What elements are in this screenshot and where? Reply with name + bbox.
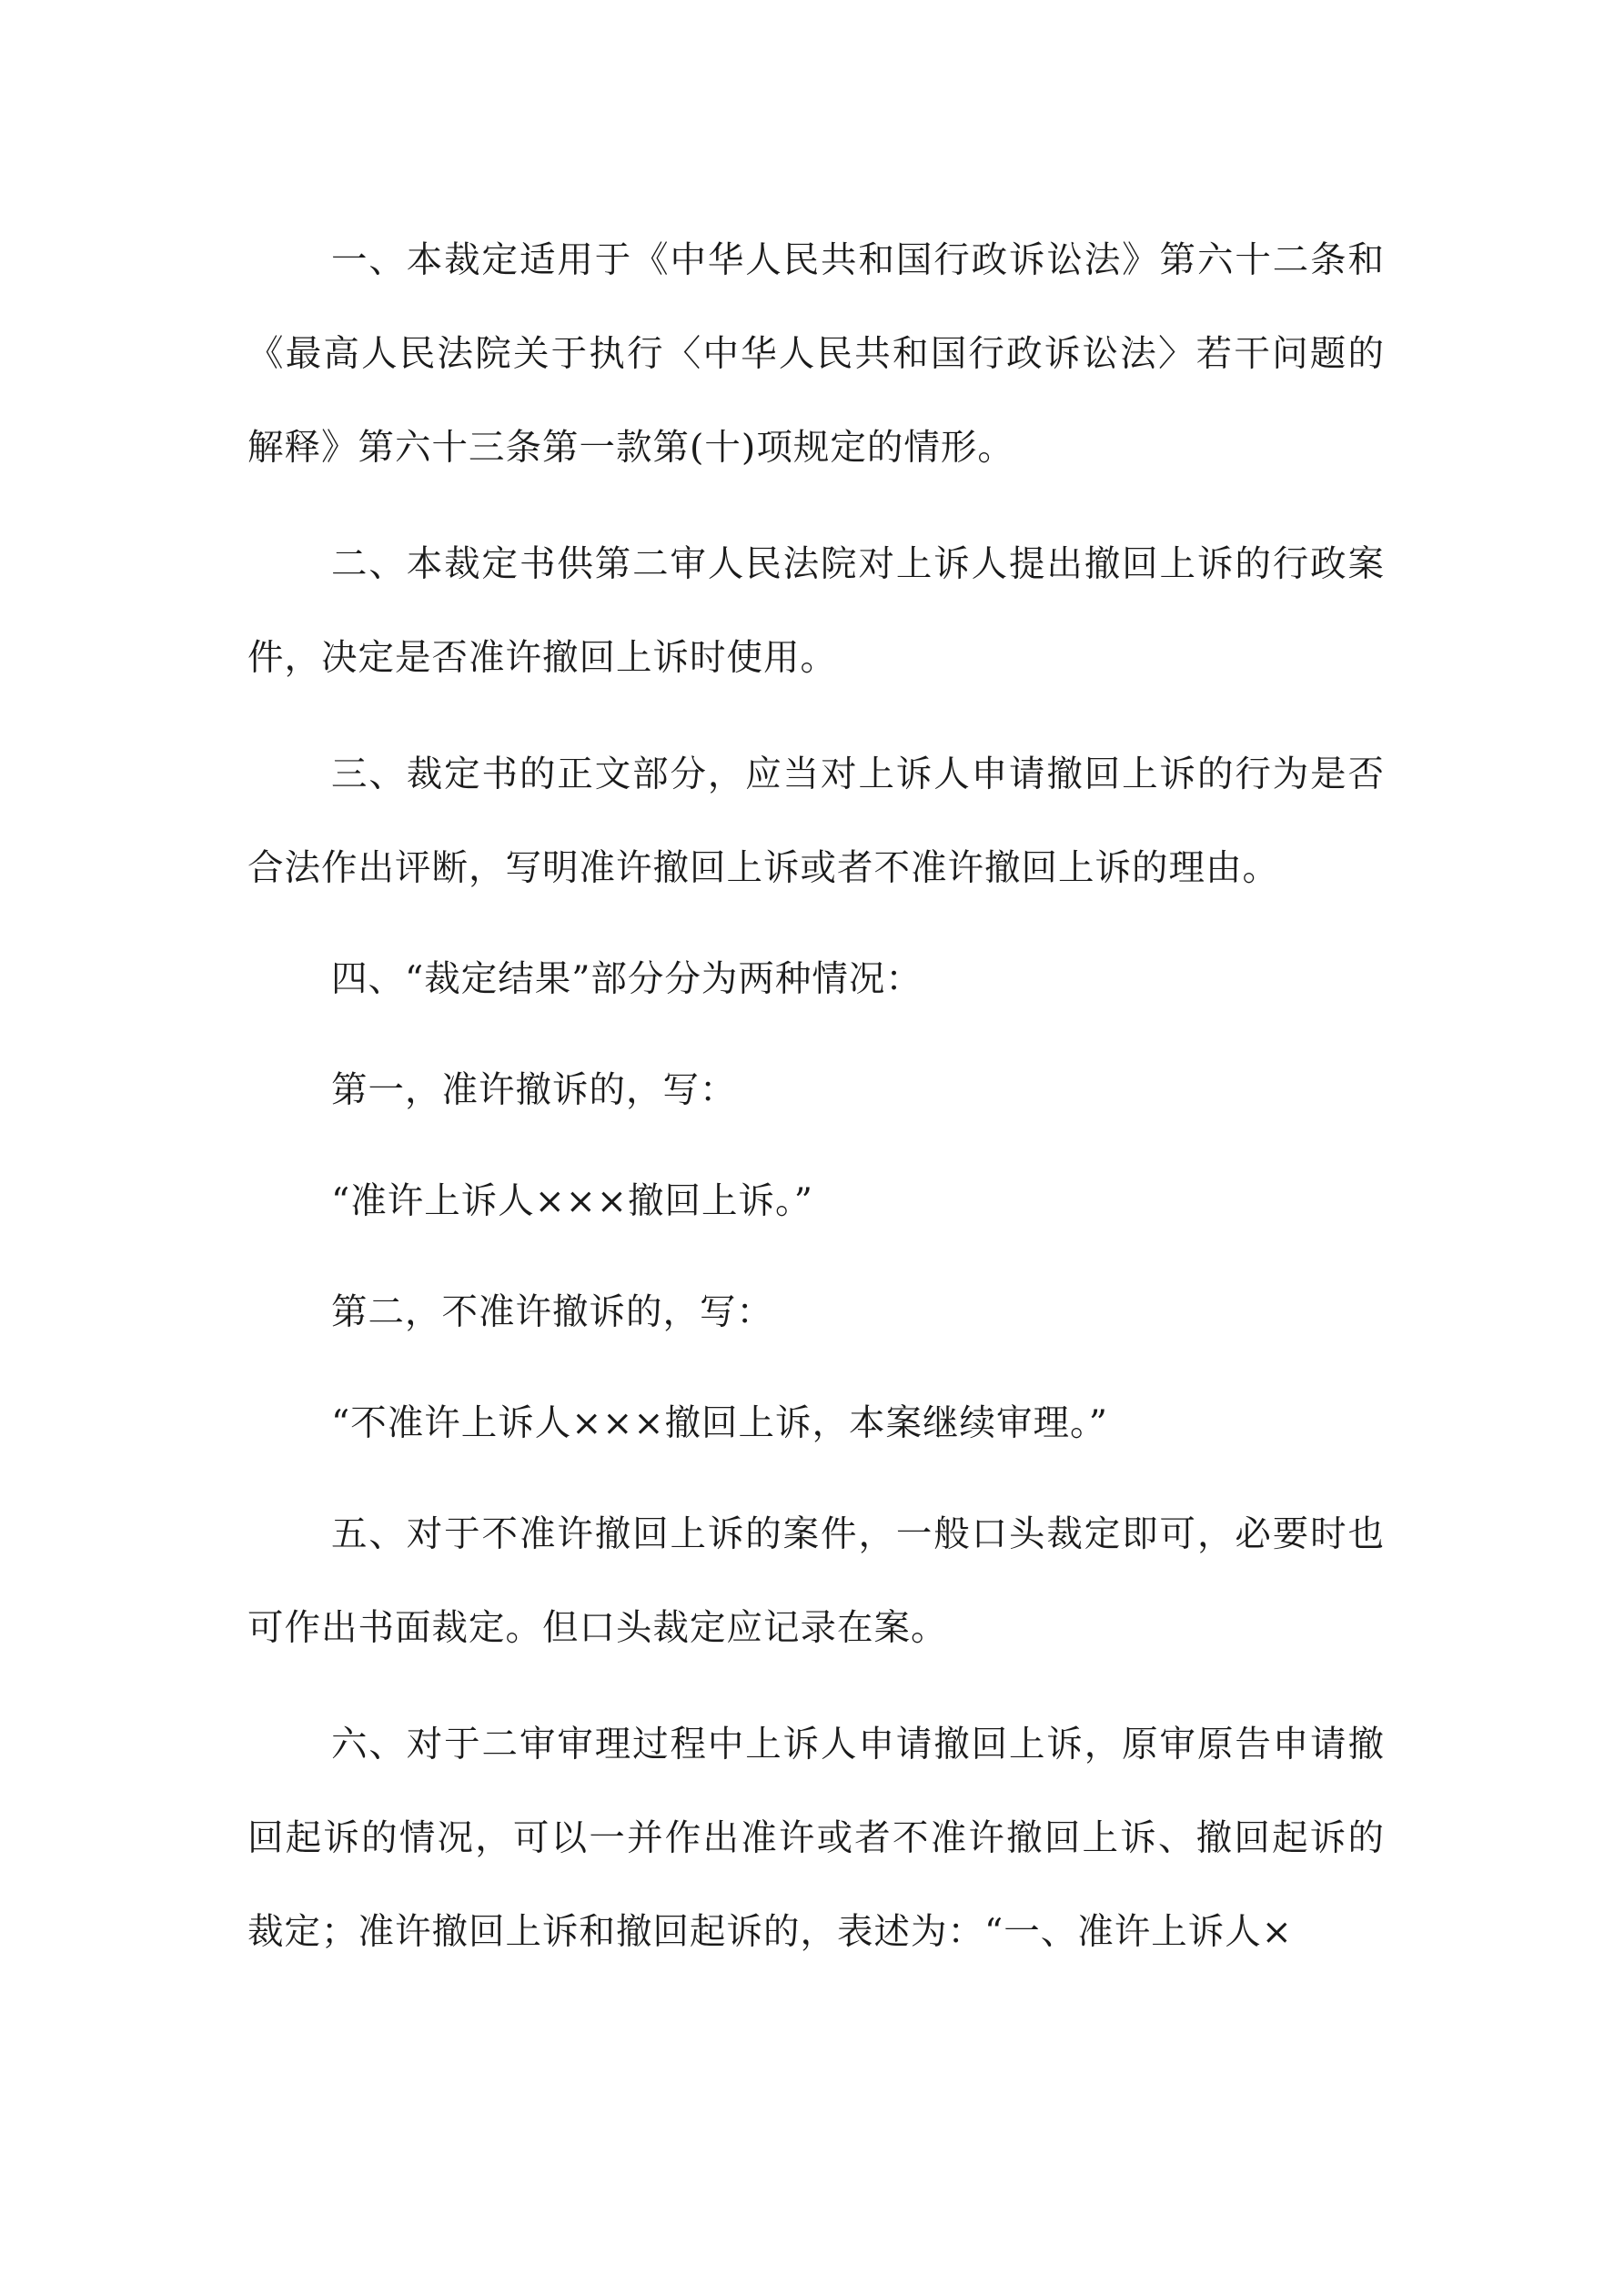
- paragraph-5: 第一，准许撤诉的，写：: [331, 1069, 737, 1111]
- paragraph-8: “不准许上诉人×××撤回上诉，本案继续审理。”: [331, 1402, 1108, 1444]
- paragraph-4: 四、“裁定结果”部分分为两种情况：: [331, 958, 923, 1000]
- paragraph-2: 二、本裁定书供第二审人民法院对上诉人提出撤回上诉的行政案件，决定是否准许撤回上诉时使用。: [247, 543, 1385, 679]
- paragraph-3: 三、裁定书的正文部分，应当对上诉人申请撤回上诉的行为是否合法作出评断，写明准许撤回上诉或者不准许撤回上诉的理由。: [247, 754, 1385, 889]
- paragraph-6: “准许上诉人×××撤回上诉。”: [331, 1180, 813, 1222]
- paragraph-9: 五、对于不准许撤回上诉的案件，一般口头裁定即可，必要时也可作出书面裁定。但口头裁定应记录在案。: [247, 1513, 1385, 1649]
- paragraph-7: 第二，不准许撤诉的，写：: [331, 1291, 773, 1333]
- paragraph-10: 六、对于二审审理过程中上诉人申请撤回上诉，原审原告申请撤回起诉的情况，可以一并作出准许或者不准许撤回上诉、撤回起诉的裁定；准许撤回上诉和撤回起诉的，表述为：“一、准许上诉人×: [247, 1724, 1385, 1953]
- paragraph-1: 一、本裁定适用于《中华人民共和国行政诉讼法》第六十二条和《最高人民法院关于执行〈中华人民共和国行政诉讼法〉若干问题的解释》第六十三条第一款第(十)项规定的情形。: [247, 239, 1385, 469]
- document-body: [247, 214, 1385, 1979]
